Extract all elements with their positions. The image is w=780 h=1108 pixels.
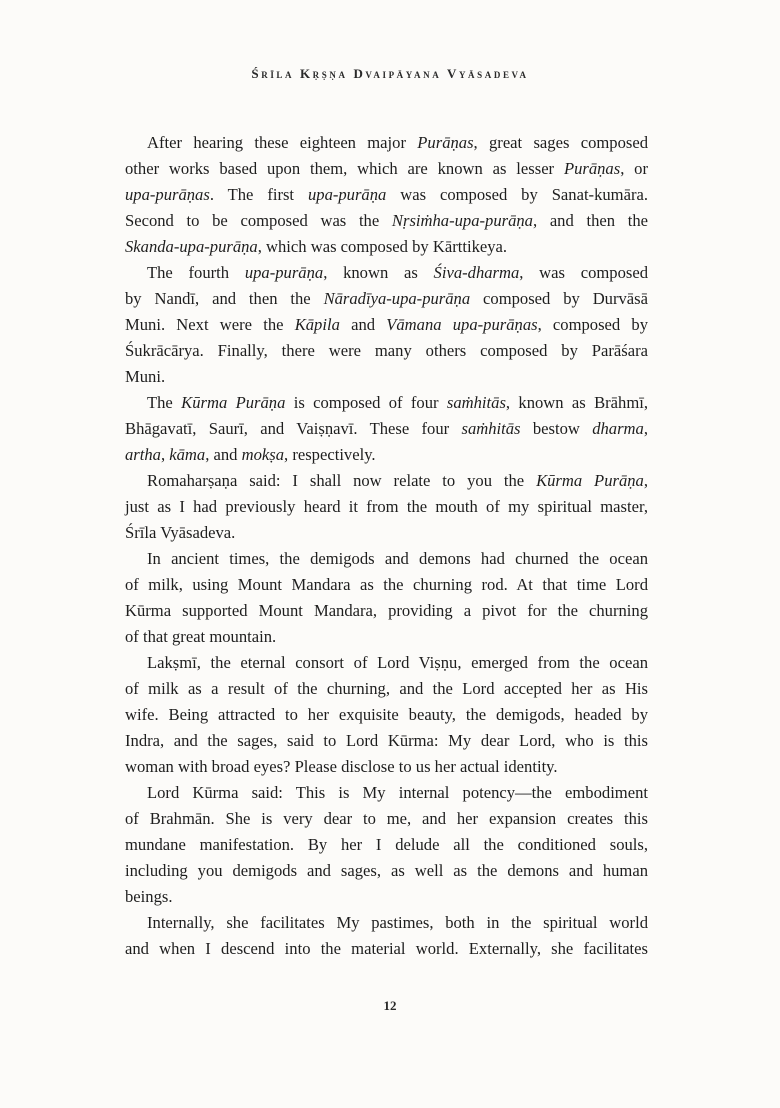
text-run: , <box>643 471 648 490</box>
text-line <box>125 624 648 650</box>
text-run: , and then the <box>532 211 648 230</box>
italic-run: kāma <box>169 445 206 464</box>
text-run: Muni. Next were the <box>125 315 295 334</box>
paragraph <box>125 260 648 390</box>
text-line <box>125 936 648 962</box>
italic-run: Kūrma Purāṇa <box>536 471 644 490</box>
text-run: . The first <box>209 185 308 204</box>
text-run: , or <box>620 159 648 178</box>
text-line <box>125 442 648 468</box>
paragraph <box>125 130 648 260</box>
text-run: mundane manifestation. By her I delude all the conditioned souls, <box>125 835 648 854</box>
italic-run: Nāradīya-upa-purāṇa <box>323 289 471 308</box>
text-run: other works based upon them, which are known as lesser <box>125 159 564 178</box>
text-run: Muni. <box>125 367 166 386</box>
text-line <box>125 702 648 728</box>
text-run: , known as <box>323 263 434 282</box>
text-run: Internally, she facilitates My pastimes, both in the spiritual world <box>147 913 648 932</box>
text-line <box>125 156 648 182</box>
text-run: composed by Durvāsā <box>470 289 648 308</box>
italic-run: Skanda-upa-purāṇa <box>125 237 258 256</box>
text-run: , which was composed by Kārttikeya. <box>257 237 508 256</box>
text-line <box>125 260 648 286</box>
text-run: Indra, and the sages, said to Lord Kūrma: My dear Lord, who is this <box>125 731 648 750</box>
text-run: , <box>643 419 648 438</box>
text-line <box>125 806 648 832</box>
text-run: just as I had previously heard it from the mouth of my spiritual master, <box>125 497 648 516</box>
text-run: , composed by <box>537 315 649 334</box>
text-line <box>125 234 648 260</box>
italic-run: Kāpila <box>294 315 340 334</box>
italic-run: upa-purāṇa <box>244 263 324 282</box>
text-line <box>125 676 648 702</box>
text-run: of that great mountain. <box>125 627 277 646</box>
text-run: Śukrācārya. Finally, there were many others composed by Parāśara <box>125 341 648 360</box>
text-line <box>125 364 648 390</box>
text-line <box>125 520 648 546</box>
paragraph <box>125 546 648 650</box>
text-run: , known as Brāhmī, <box>505 393 648 412</box>
italic-run: upa-purāṇa <box>307 185 387 204</box>
text-run: of Brahmān. She is very dear to me, and her expansion creates this <box>125 809 648 828</box>
text-run: including you demigods and sages, as well as the demons and human <box>125 861 648 880</box>
paragraph <box>125 468 648 546</box>
text-run: is composed of four <box>285 393 447 412</box>
paragraph <box>125 650 648 780</box>
text-line <box>125 494 648 520</box>
text-run: bestow <box>520 419 593 438</box>
italic-run: Śiva-dharma <box>433 263 520 282</box>
text-run: The <box>147 393 182 412</box>
italic-run: saṁhitās <box>446 393 506 412</box>
text-line <box>125 650 648 676</box>
text-run: of milk, using Mount Mandara as the churning rod. At that time Lord <box>125 575 648 594</box>
running-head: Śrīla Kṛṣṇa Dvaipāyana Vyāsadeva <box>251 66 529 81</box>
text-line <box>125 468 648 494</box>
text-run: wife. Being attracted to her exquisite beauty, the demigods, headed by <box>125 705 648 724</box>
italic-run: Purāṇas <box>417 133 474 152</box>
text-line <box>125 208 648 234</box>
text-line <box>125 546 648 572</box>
text-run: In ancient times, the demigods and demons had churned the ocean <box>147 549 648 568</box>
paragraph <box>125 780 648 910</box>
italic-run: upa-purāṇas <box>125 185 210 204</box>
text-line <box>125 598 648 624</box>
text-line <box>125 130 648 156</box>
text-run: of milk as a result of the churning, and the Lord accepted her as His <box>125 679 648 698</box>
text-run: by Nandī, and then the <box>125 289 324 308</box>
text-line <box>125 858 648 884</box>
text-line <box>125 884 648 910</box>
text-run: Kūrma supported Mount Mandara, providing a pivot for the churning <box>125 601 648 620</box>
italic-run: Purāṇas <box>563 159 621 178</box>
italic-run: artha <box>125 445 161 464</box>
paragraph <box>125 910 648 962</box>
text-run: beings. <box>125 887 173 906</box>
text-run: Bhāgavatī, Saurī, and Vaiṣṇavī. These four <box>125 419 462 438</box>
italic-run: Vāmana upa-purāṇas <box>386 315 538 334</box>
text-run: , respectively. <box>284 445 376 464</box>
text-run: , great sages composed <box>473 133 648 152</box>
italic-run: saṁhitās <box>461 419 521 438</box>
text-run: , and <box>205 445 242 464</box>
body-text <box>125 130 648 962</box>
italic-run: mokṣa <box>241 445 285 464</box>
text-run: Lakṣmī, the eternal consort of Lord Viṣṇu, emerged from the ocean <box>147 653 648 672</box>
text-line <box>125 910 648 936</box>
text-line <box>125 338 648 364</box>
italic-run: dharma <box>592 419 644 438</box>
text-run: Romaharṣaṇa said: I shall now relate to you the <box>147 471 537 490</box>
text-run: Second to be composed was the <box>125 211 392 230</box>
paragraph <box>125 390 648 468</box>
text-run: and <box>339 315 387 334</box>
text-line <box>125 312 648 338</box>
text-line <box>125 832 648 858</box>
text-run: , was composed <box>519 263 648 282</box>
italic-run: Nṛsiṁha-upa-purāṇa <box>391 211 533 230</box>
text-run: was composed by Sanat-kumāra. <box>386 185 648 204</box>
text-run: woman with broad eyes? Please disclose to us her actual identity. <box>125 757 558 776</box>
text-run: and when I descend into the material world. Externally, she facilitates <box>125 939 648 958</box>
text-run: Lord Kūrma said: This is My internal potency—the embodiment <box>147 783 648 802</box>
text-line <box>125 182 648 208</box>
text-line <box>125 728 648 754</box>
text-line <box>125 572 648 598</box>
italic-run: Kūrma Purāṇa <box>181 393 286 412</box>
text-line <box>125 416 648 442</box>
text-line <box>125 286 648 312</box>
text-line <box>125 754 648 780</box>
text-run: After hearing these eighteen major <box>147 133 418 152</box>
text-line <box>125 390 648 416</box>
text-run: The fourth <box>147 263 245 282</box>
text-run: , <box>160 445 170 464</box>
page-number: 12 <box>383 998 397 1013</box>
text-run: Śrīla Vyāsadeva. <box>125 523 236 542</box>
text-line <box>125 780 648 806</box>
